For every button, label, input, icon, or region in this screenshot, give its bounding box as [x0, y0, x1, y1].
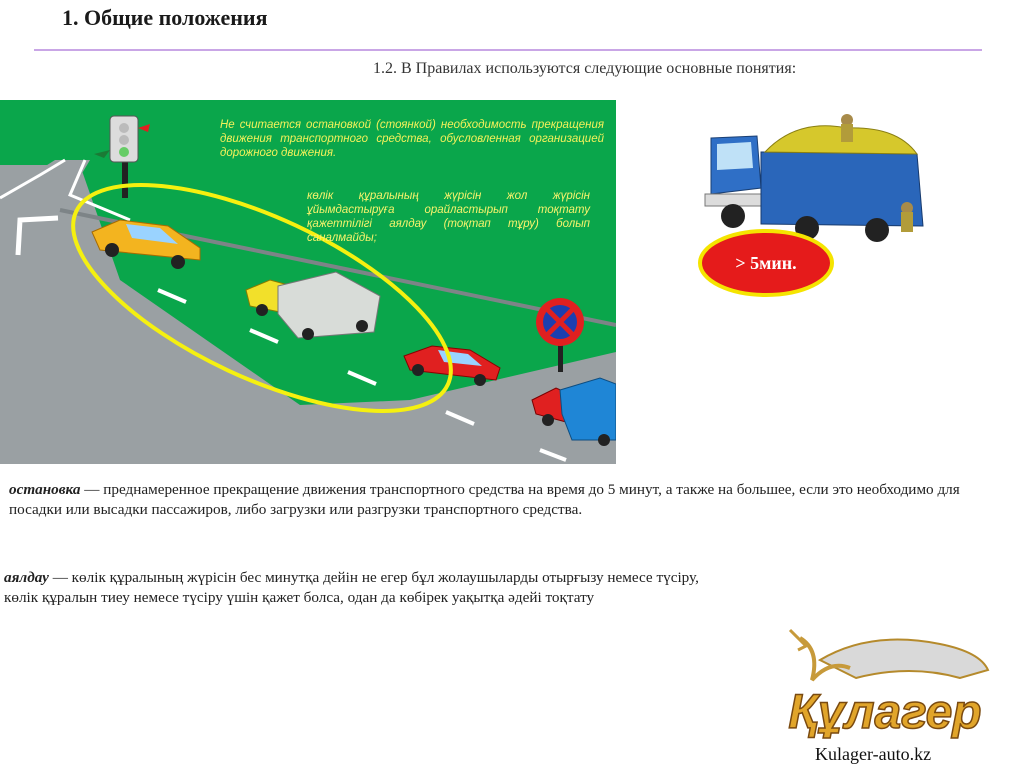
time-badge-label: > 5мин.	[735, 252, 797, 273]
definition-kz	[4, 568, 724, 608]
kulager-logo	[760, 620, 1010, 740]
definition-kz-term: аялдау	[4, 569, 49, 586]
definition-ru-term: остановка	[9, 481, 81, 498]
definition-ru-text: — преднамеренное прекращение движения транспортного средства на время до 5 минут, а также на большее, если это необходимо для посадки или высадки пассажиров, либо загрузки или разгрузки транспортного средства.	[9, 481, 960, 518]
title-divider	[34, 49, 982, 51]
scene-note-ru: Не считается остановкой (стоянкой) необходимость прекращения движения транспортного средства, обусловленная организацией дорожного движения.	[220, 119, 604, 159]
definition-ru	[9, 480, 999, 520]
site-url[interactable]: Kulager-auto.kz	[815, 744, 932, 764]
page-title: 1. Общие положения	[62, 5, 268, 30]
definition-kz-text: — көлік құралының жүрісін бес минутқа дейін не егер бұл жолаушыларды отырғызу немесе түсіру, көлік құралын тиеу немесе түсіру үшін қажет болса, одан да көбірек уақытқа әдейі тоқтату	[4, 569, 699, 606]
logo-wordmark: Құлагер	[788, 686, 982, 739]
section-subtitle: 1.2. В Правилах используются следующие основные понятия:	[373, 60, 797, 77]
scene-note-kz: көлік құралының жүрісін жол жүрісін ұйымдастыруға орайластырып тоқтату қажеттілігі аялдау (тоқтап тұру) болып саналмайды;	[307, 190, 590, 244]
